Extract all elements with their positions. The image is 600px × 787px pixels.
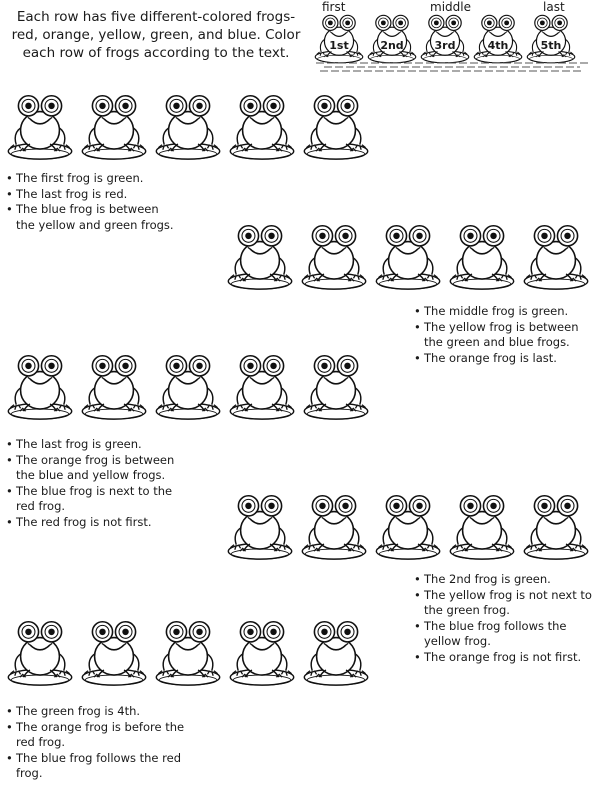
key-ordinal: 3rd [434, 39, 456, 52]
frog-illustration[interactable] [78, 350, 150, 422]
clue-item: • The orange frog is last. [414, 351, 594, 367]
clue-item: • The orange frog is before the red frog. [6, 720, 186, 751]
key-ordinal: 1st [329, 39, 349, 52]
clue-item: • The blue frog follows the yellow frog. [414, 619, 594, 650]
clue-item: • The first frog is green. [6, 171, 176, 187]
frog-illustration[interactable] [300, 616, 372, 688]
clue-item: • The red frog is not first. [6, 515, 186, 531]
clue-item: • The middle frog is green. [414, 304, 594, 320]
clue-list-2 [414, 304, 594, 366]
frog-illustration[interactable] [224, 490, 296, 562]
frog-illustration[interactable] [224, 220, 296, 292]
frog-illustration[interactable] [226, 350, 298, 422]
clue-item: • The 2nd frog is green. [414, 572, 594, 588]
frog-illustration[interactable] [372, 490, 444, 562]
instructions-text: Each row has five different-colored frogs- red, orange, yellow, green, and blue. Color each row of frogs according to the text. [11, 9, 301, 61]
key-label-middle: middle [430, 0, 471, 14]
frog-illustration[interactable] [152, 350, 224, 422]
frog-illustration[interactable] [226, 90, 298, 162]
frog-illustration[interactable] [446, 220, 518, 292]
position-key [312, 0, 598, 80]
frog-illustration[interactable] [300, 90, 372, 162]
frog-illustration[interactable] [520, 220, 592, 292]
frog-illustration[interactable] [152, 90, 224, 162]
clue-list-3 [6, 437, 186, 530]
key-frog-illustration [471, 11, 525, 65]
clue-item: • The green frog is 4th. [6, 704, 186, 720]
ground-lines [312, 60, 592, 74]
frog-row-2 [224, 220, 594, 292]
frog-illustration[interactable] [78, 90, 150, 162]
key-ordinal: 5th [540, 39, 562, 52]
clue-list-5 [6, 704, 186, 782]
frog-illustration[interactable] [152, 616, 224, 688]
key-frog-illustration [524, 11, 578, 65]
frog-illustration[interactable] [372, 220, 444, 292]
clue-item: • The blue frog follows the red frog. [6, 751, 186, 782]
key-ordinal: 4th [487, 39, 509, 52]
frog-row-5 [4, 616, 364, 688]
frog-illustration[interactable] [226, 616, 298, 688]
clue-item: • The last frog is red. [6, 187, 176, 203]
key-frog-illustration [365, 11, 419, 65]
clue-item: • The yellow frog is not next to the green frog. [414, 588, 594, 619]
frog-illustration[interactable] [4, 616, 76, 688]
frog-row-1 [4, 90, 364, 162]
clue-item: • The yellow frog is between the green and blue frogs. [414, 320, 594, 351]
frog-illustration[interactable] [446, 490, 518, 562]
key-label-last: last [543, 0, 565, 14]
clue-list-4 [414, 572, 594, 665]
clue-item: • The last frog is green. [6, 437, 186, 453]
key-ordinal: 2nd [380, 39, 404, 52]
clue-item: • The blue frog is between the yellow and green frogs. [6, 202, 176, 233]
clue-item: • The orange frog is between the blue and yellow frogs. [6, 453, 186, 484]
clue-item: • The orange frog is not first. [414, 650, 594, 666]
frog-illustration[interactable] [520, 490, 592, 562]
frog-illustration[interactable] [4, 350, 76, 422]
clue-list-1 [6, 171, 176, 233]
frog-illustration[interactable] [4, 90, 76, 162]
frog-illustration[interactable] [78, 616, 150, 688]
clue-item: • The blue frog is next to the red frog. [6, 484, 186, 515]
frog-row-4 [224, 490, 594, 562]
frog-row-3 [4, 350, 364, 422]
frog-illustration[interactable] [298, 220, 370, 292]
frog-illustration[interactable] [298, 490, 370, 562]
key-frog-illustration [312, 11, 366, 65]
key-label-first: first [322, 0, 346, 14]
key-frog-illustration [418, 11, 472, 65]
frog-illustration[interactable] [300, 350, 372, 422]
